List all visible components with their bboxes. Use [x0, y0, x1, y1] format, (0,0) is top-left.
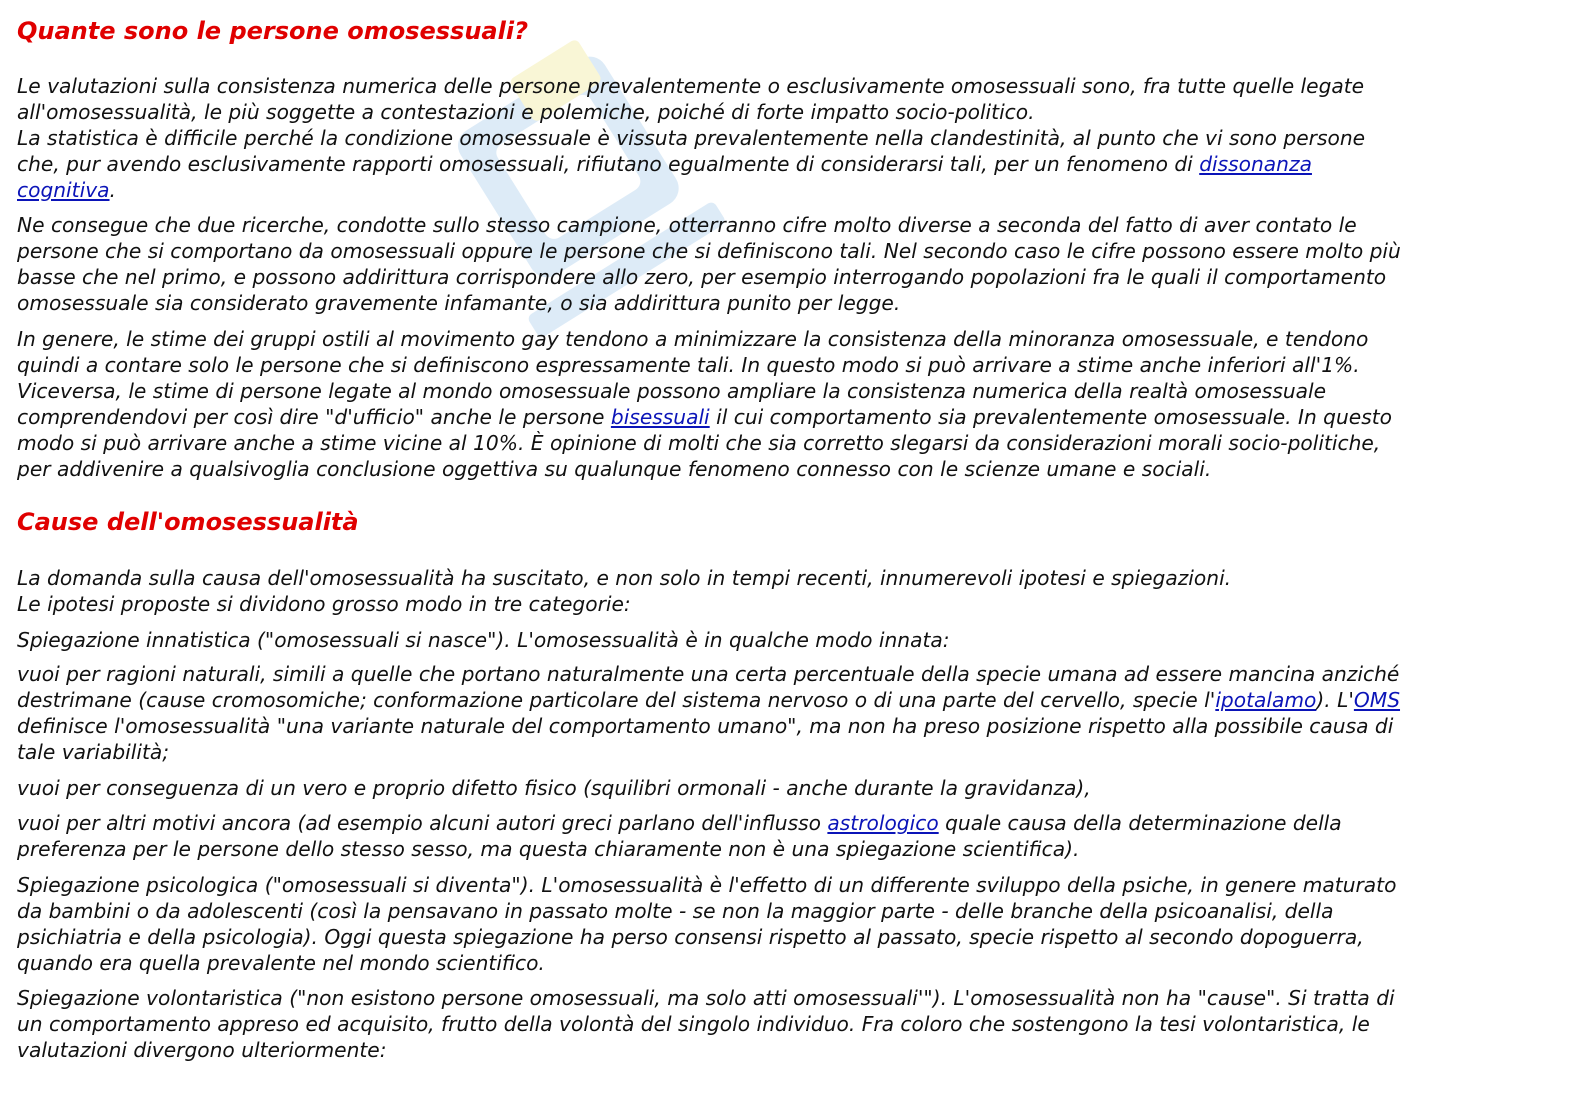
paragraph-line: basse che nel primo, e possono addirittura corrispondere allo zero, per esempio interrogando popolazioni fra le quali il comportamento — [17, 265, 1387, 289]
paragraph-line: In genere, le stime dei gruppi ostili al movimento gay tendono a minimizzare la consistenza della minoranza omosessuale, e tendono — [17, 327, 1369, 351]
section-heading-cause: Cause dell'omosessualità — [17, 508, 359, 536]
paragraph-line: comprendendovi per così dire "d'ufficio" anche le persone bisessuali il cui comportamento sia prevalentemente omosessuale. In questo — [17, 405, 1392, 429]
paragraph-line: che, pur avendo esclusivamente rapporti omosessuali, rifiutano egualmente di considerarsi tali, per un fenomeno di dissonanza — [17, 152, 1312, 176]
paragraph-line: destrimane (cause cromosomiche; conformazione particolare del sistema nervoso o di una parte del cervello, specie l'ipotalamo). L'OMS — [17, 688, 1401, 712]
paragraph-line: Le valutazioni sulla consistenza numerica delle persone prevalentemente o esclusivamente omosessuali sono, fra tutte quelle legate — [17, 74, 1365, 98]
paragraph-line: modo si può arrivare anche a stime vicine al 10%. È opinione di molti che sia corretto slegarsi da considerazioni morali socio-politiche, — [17, 431, 1381, 455]
paragraph-line: omosessuale sia considerato gravemente infamante, o sia addirittura punito per legge. — [17, 291, 901, 315]
paragraph-line: Le ipotesi proposte si dividono grosso modo in tre categorie: — [17, 592, 631, 616]
paragraph-line: La domanda sulla causa dell'omosessualità ha suscitato, e non solo in tempi recenti, innumerevoli ipotesi e spiegazioni. — [17, 566, 1232, 590]
link-bisessuali[interactable]: bisessuali — [610, 405, 710, 429]
paragraph-line: da bambini o da adolescenti (così la pensavano in passato molte - se non la maggior parte - delle branche della psicoanalisi, della — [17, 899, 1334, 923]
link-astrologico[interactable]: astrologico — [827, 811, 939, 835]
paragraph-line: tale variabilità; — [17, 740, 170, 764]
paragraph-line: Spiegazione innatistica ("omosessuali si nasce"). L'omosessualità è in qualche modo innata: — [17, 628, 950, 652]
paragraph-line: persone che si comportano da omosessuali oppure le persone che si definiscono tali. Nel secondo caso le cifre possono essere molto più — [17, 239, 1401, 263]
paragraph-line: per addivenire a qualsivoglia conclusione oggettiva su qualunque fenomeno connesso con le scienze umane e sociali. — [17, 457, 1212, 481]
paragraph-line: vuoi per conseguenza di un vero e proprio difetto fisico (squilibri ormonali - anche durante la gravidanza), — [17, 776, 1091, 800]
paragraph-line: quindi a contare solo le persone che si definiscono espressamente tali. In questo modo si può arrivare a stime anche inferiori all'1%. — [17, 353, 1360, 377]
link-ipotalamo[interactable]: ipotalamo — [1215, 688, 1317, 712]
link-oms[interactable]: OMS — [1353, 688, 1401, 712]
link-dissonanza-cognitiva[interactable]: dissonanza — [1199, 152, 1312, 176]
paragraph-line: vuoi per altri motivi ancora (ad esempio alcuni autori greci parlano dell'influsso astrologico quale causa della determinazione della — [17, 811, 1342, 835]
paragraph-line: Spiegazione volontaristica ("non esistono persone omosessuali, ma solo atti omosessuali'"). L'omosessualità non ha "cause". Si tratta di — [17, 986, 1395, 1010]
paragraph-line: all'omosessualità, le più soggette a contestazioni e polemiche, poiché di forte impatto socio-politico. — [17, 100, 1035, 124]
paragraph-line: Ne consegue che due ricerche, condotte sullo stesso campione, otterranno cifre molto diverse a seconda del fatto di aver contato le — [17, 213, 1357, 237]
paragraph-line: quando era quella prevalente nel mondo scientifico. — [17, 951, 545, 975]
paragraph-line: valutazioni divergono ulteriormente: — [17, 1038, 387, 1062]
paragraph-line: preferenza per le persone dello stesso sesso, ma questa chiaramente non è una spiegazione scientifica). — [17, 837, 1080, 861]
paragraph-line: Viceversa, le stime di persone legate al mondo omosessuale possono ampliare la consistenza numerica della realtà omosessuale — [17, 379, 1327, 403]
paragraph-line: psichiatria e della psicologia). Oggi questa spiegazione ha perso consensi rispetto al passato, specie rispetto al secondo dopoguerra, — [17, 925, 1364, 949]
paragraph-line: La statistica è difficile perché la condizione omosessuale è vissuta prevalentemente nella clandestinità, al punto che vi sono persone — [17, 126, 1366, 150]
paragraph-line: un comportamento appreso ed acquisito, frutto della volontà del singolo individuo. Fra coloro che sostengono la tesi volontaristica, le — [17, 1012, 1370, 1036]
paragraph-line: Spiegazione psicologica ("omosessuali si diventa"). L'omosessualità è l'effetto di un differente sviluppo della psiche, in genere maturato — [17, 873, 1397, 897]
section-heading-quante: Quante sono le persone omosessuali? — [17, 17, 528, 45]
paragraph-line: definisce l'omosessualità "una variante naturale del comportamento umano", ma non ha preso posizione rispetto alla possibile causa di — [17, 714, 1394, 738]
paragraph-line: vuoi per ragioni naturali, simili a quelle che portano naturalmente una certa percentuale della specie umana ad essere mancina anziché — [17, 662, 1400, 686]
paragraph-line: cognitiva. — [17, 178, 116, 202]
link-dissonanza-cognitiva-cont[interactable]: cognitiva — [17, 178, 110, 202]
